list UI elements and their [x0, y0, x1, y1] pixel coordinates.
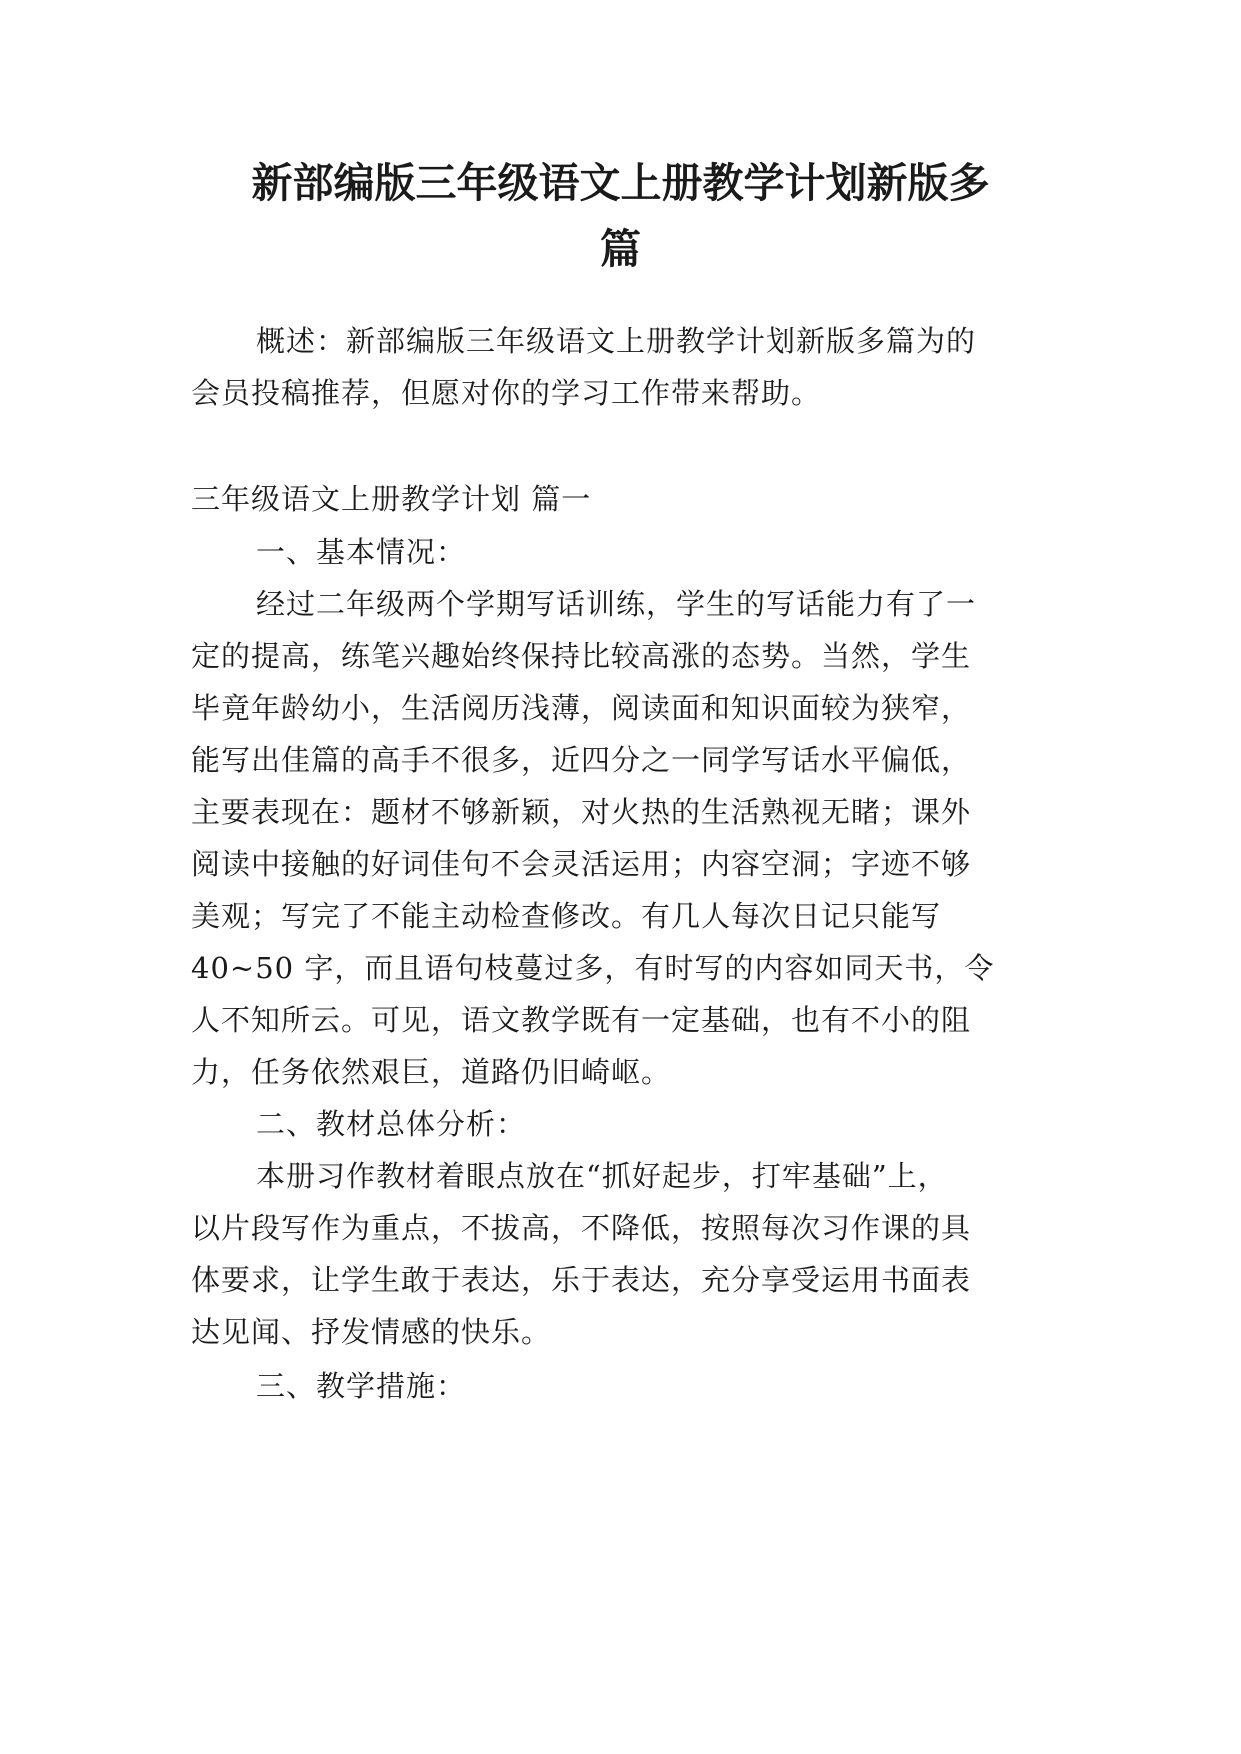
summary-line-2: 会员投稿推荐，但愿对你的学习工作带来帮助。	[191, 376, 822, 410]
paragraph-2-line-4: 达见闻、抒发情感的快乐。	[191, 1315, 552, 1349]
summary-line-1: 概述：新部编版三年级语文上册教学计划新版多篇为的	[256, 324, 977, 358]
paragraph-1-line-9: 人不知所云。可见，语文教学既有一定基础，也有不小的阻	[191, 1003, 972, 1037]
paragraph-2-line-1: 本册习作教材着眼点放在“抓好起步，打牢基础”上，	[256, 1159, 948, 1193]
paragraph-1-line-10: 力，任务依然艰巨，道路仍旧崎岖。	[191, 1055, 672, 1089]
heading-teaching-measures: 三、教学措施：	[256, 1369, 467, 1403]
paragraph-2-line-2: 以片段写作为重点，不拔高，不降低，按照每次习作课的具	[191, 1211, 972, 1245]
paragraph-1-line-6: 阅读中接触的好词佳句不会灵活运用；内容空洞；字迹不够	[191, 847, 972, 881]
document-title-line-1: 新部编版三年级语文上册教学计划新版多	[251, 159, 990, 207]
section-heading: 三年级语文上册教学计划 篇一	[191, 482, 592, 516]
heading-textbook-analysis: 二、教材总体分析：	[256, 1107, 527, 1141]
paragraph-1-line-1: 经过二年级两个学期写话训练，学生的写话能力有了一	[256, 587, 977, 621]
paragraph-1-line-5: 主要表现在：题材不够新颖，对火热的生活熟视无睹；课外	[191, 795, 972, 829]
paragraph-1-line-4: 能写出佳篇的高手不很多，近四分之一同学写话水平偏低，	[191, 743, 972, 777]
paragraph-1-line-7: 美观；写完了不能主动检查修改。有几人每次日记只能写	[191, 899, 942, 933]
paragraph-1-line-3: 毕竟年龄幼小，生活阅历浅薄，阅读面和知识面较为狭窄，	[191, 691, 972, 725]
paragraph-1-line-8: 40~50 字，而且语句枝蔓过多，有时写的内容如同天书，令	[191, 951, 995, 985]
paragraph-2-line-3: 体要求，让学生敢于表达，乐于表达，充分享受运用书面表	[191, 1263, 972, 1297]
heading-basic-situation: 一、基本情况：	[256, 535, 467, 569]
document-title-line-2: 篇	[600, 225, 641, 273]
paragraph-1-line-2: 定的提高，练笔兴趣始终保持比较高涨的态势。当然，学生	[191, 639, 972, 673]
